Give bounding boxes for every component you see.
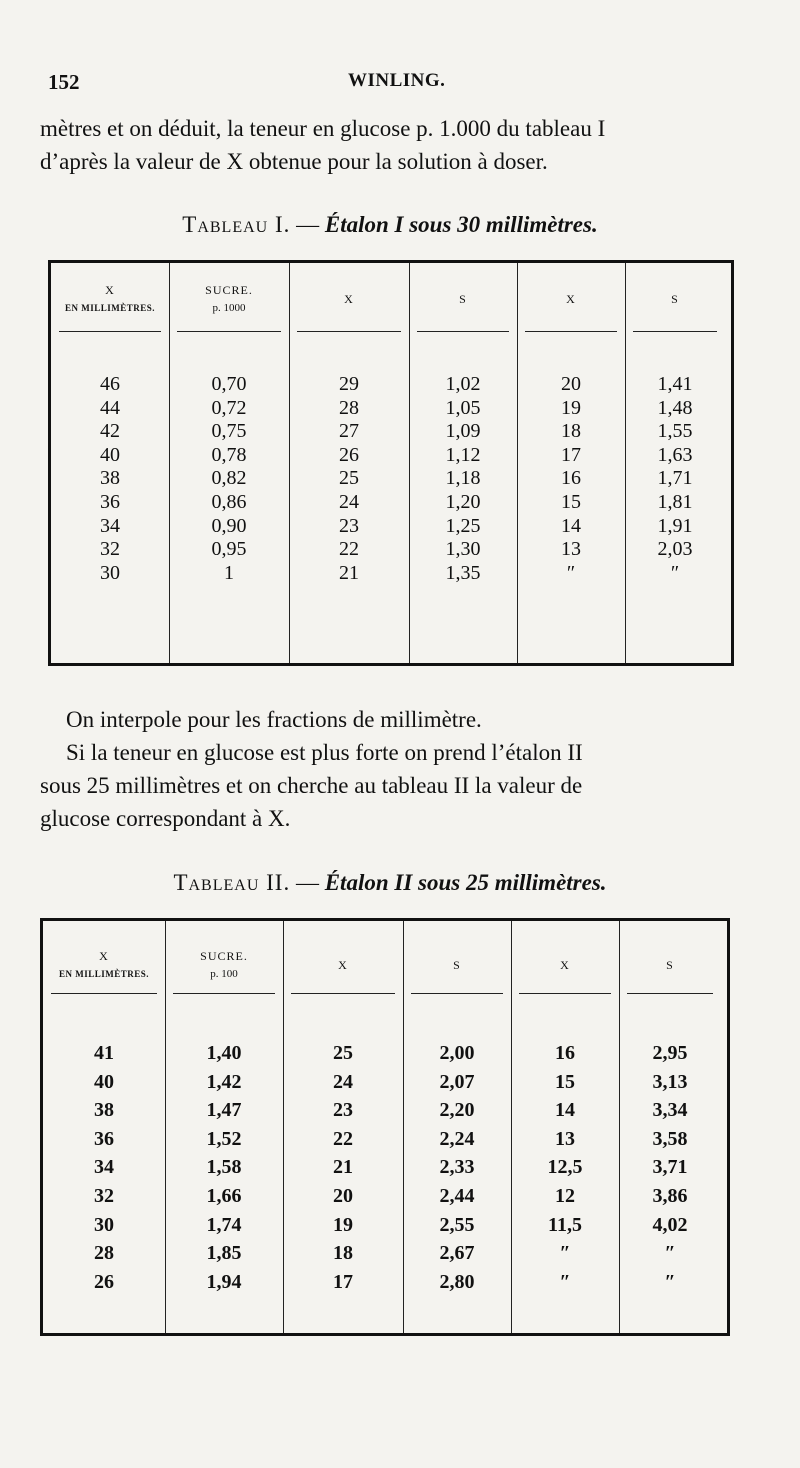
table1-values <box>517 373 625 585</box>
text-line: d’après la valeur de X obtenue pour la solution à doser. <box>40 149 548 174</box>
table2-title-separator: — <box>290 870 325 895</box>
table-cell: 1,09 <box>445 420 481 443</box>
table-cell: 13 <box>561 538 581 561</box>
table-cell: 13 <box>555 1127 575 1150</box>
table-cell: 0,75 <box>211 420 247 443</box>
table-cell: 24 <box>333 1070 353 1093</box>
table-cell: ″ <box>664 1242 676 1265</box>
text-line: Si la teneur en glucose est plus forte on prend l’étalon II <box>66 740 583 765</box>
table-cell: 19 <box>333 1213 353 1236</box>
table-cell: 14 <box>555 1099 575 1122</box>
table1-col-x2 <box>289 263 410 663</box>
text-line: glucose correspondant à X. <box>40 806 291 831</box>
table-cell: 32 <box>94 1184 114 1207</box>
table-cell: 42 <box>100 420 120 443</box>
table-cell: 1,47 <box>206 1099 242 1122</box>
table2-values <box>511 1039 619 1296</box>
table-cell: 27 <box>339 420 359 443</box>
table-cell: 22 <box>333 1127 353 1150</box>
text-line: On interpole pour les fractions de millimètre. <box>66 707 482 732</box>
table-cell: ″ <box>559 1242 571 1265</box>
text-line: mètres et on déduit, la teneur en glucose p. 1.000 du tableau I <box>40 116 606 141</box>
table-cell: 46 <box>100 373 120 395</box>
table2-values <box>403 1039 511 1296</box>
table-cell: 38 <box>94 1099 114 1122</box>
table-cell: 40 <box>100 443 120 466</box>
table2-col-s2 <box>403 921 512 1333</box>
table-cell: 11,5 <box>548 1213 582 1236</box>
page-number: 152 <box>48 70 80 94</box>
table2-col-sucre <box>165 921 284 1333</box>
table-cell: 1 <box>224 561 234 584</box>
column-header: S <box>671 292 679 306</box>
table-cell: 2,95 <box>652 1042 688 1064</box>
column-header: X <box>566 292 576 306</box>
header-rule <box>291 993 395 994</box>
table-cell: 20 <box>333 1184 353 1207</box>
table-cell: 3,86 <box>652 1184 688 1207</box>
table-cell: 1,20 <box>445 490 481 513</box>
table-cell: ″ <box>670 561 680 584</box>
table-cell: 15 <box>555 1070 575 1093</box>
table-cell: 17 <box>333 1270 353 1293</box>
column-header: X <box>338 958 348 972</box>
table-cell: ″ <box>664 1270 676 1293</box>
header-rule <box>59 331 161 332</box>
table-cell: 2,33 <box>439 1156 475 1179</box>
table-cell: 24 <box>339 490 359 513</box>
table-cell: 1,41 <box>657 373 693 395</box>
table-cell: 17 <box>561 443 581 466</box>
table-cell: 1,40 <box>206 1042 242 1064</box>
table-cell: 18 <box>333 1242 353 1265</box>
page-header <box>48 70 740 100</box>
table2-values <box>165 1039 283 1296</box>
table1-values <box>625 373 725 585</box>
table1-col-x-mm <box>51 263 170 663</box>
header-rule <box>177 331 281 332</box>
table-cell: 1,74 <box>206 1213 242 1236</box>
column-header: SUCRE. p. 1000 <box>205 283 253 314</box>
table-cell: 1,05 <box>445 396 481 419</box>
table-cell: 25 <box>333 1042 353 1064</box>
table-cell: 0,78 <box>211 443 247 466</box>
table-cell: 2,80 <box>439 1270 475 1293</box>
table-cell: 1,58 <box>206 1156 242 1179</box>
table-cell: 1,52 <box>206 1127 242 1150</box>
text-line: sous 25 millimètres et on cherche au tableau II la valeur de <box>40 773 583 798</box>
table-cell: 1,30 <box>445 538 481 561</box>
paragraph-intro <box>40 112 740 178</box>
header-rule <box>51 993 157 994</box>
header-rule <box>633 331 717 332</box>
table-cell: 0,70 <box>211 373 247 395</box>
table-cell: 32 <box>100 538 120 561</box>
table-cell: 12 <box>555 1184 575 1207</box>
table2-title-label: Tableau II. <box>173 870 291 895</box>
table-cell: 0,90 <box>211 514 247 537</box>
table-cell: 12,5 <box>547 1156 583 1179</box>
paragraph-interpolation <box>40 703 740 835</box>
table-cell: 4,02 <box>652 1213 688 1236</box>
column-header: X EN MILLIMÈTRES. <box>64 283 156 313</box>
table1-values <box>169 373 289 585</box>
table-cell: 2,00 <box>439 1042 475 1064</box>
column-header: X EN MILLIMÈTRES. <box>58 949 150 979</box>
header-rule <box>297 331 401 332</box>
header-rule <box>627 993 713 994</box>
table-cell: 1,02 <box>445 373 481 395</box>
table-cell: 3,71 <box>652 1156 688 1179</box>
table1-col-sucre <box>169 263 290 663</box>
table-cell: 2,03 <box>657 538 693 561</box>
table2-col-s3 <box>619 921 721 1333</box>
table-cell: 23 <box>339 514 359 537</box>
table-cell: 1,81 <box>657 490 693 513</box>
table-cell: 3,13 <box>652 1070 688 1093</box>
table-cell: 28 <box>339 396 359 419</box>
column-header: X <box>344 292 354 306</box>
column-header: S <box>666 958 674 972</box>
table1-values <box>289 373 409 585</box>
header-rule <box>519 993 611 994</box>
table-cell: 22 <box>339 538 359 561</box>
table1-col-x3 <box>517 263 626 663</box>
table-cell: 3,34 <box>652 1099 688 1122</box>
table-cell: 2,67 <box>439 1242 475 1265</box>
table1-values <box>51 373 169 585</box>
table-cell: 36 <box>94 1127 114 1150</box>
table-cell: 2,20 <box>439 1099 475 1122</box>
table-cell: 14 <box>561 514 581 537</box>
table-cell: 16 <box>561 467 581 490</box>
table-cell: 3,58 <box>652 1127 688 1150</box>
table-cell: 1,35 <box>445 561 481 584</box>
table-cell: 2,44 <box>439 1184 475 1207</box>
table-cell: 40 <box>94 1070 114 1093</box>
table-cell: 1,66 <box>206 1184 242 1207</box>
table2-col-x-mm <box>43 921 166 1333</box>
table-cell: 34 <box>100 514 120 537</box>
table-cell: 0,86 <box>211 490 247 513</box>
header-rule <box>525 331 617 332</box>
table-cell: 34 <box>94 1156 114 1179</box>
table-cell: 15 <box>561 490 581 513</box>
column-header: X <box>560 958 570 972</box>
table-cell: 23 <box>333 1099 353 1122</box>
table2-title <box>0 870 790 896</box>
table-cell: 1,12 <box>445 443 481 466</box>
table2-col-x3 <box>511 921 620 1333</box>
column-header: S <box>453 958 461 972</box>
table-cell: 1,63 <box>657 443 693 466</box>
table-cell: 28 <box>94 1242 114 1265</box>
table-cell: 21 <box>333 1156 353 1179</box>
table-cell: 1,91 <box>657 514 693 537</box>
header-rule <box>417 331 509 332</box>
table2-col-x2 <box>283 921 404 1333</box>
table-cell: 0,95 <box>211 538 247 561</box>
table-cell: 26 <box>94 1270 114 1293</box>
table-cell: 16 <box>555 1042 575 1064</box>
running-head: WINLING. <box>348 70 446 91</box>
table-cell: 38 <box>100 467 120 490</box>
table-cell: 29 <box>339 373 359 395</box>
table1 <box>48 260 734 666</box>
table-cell: 44 <box>100 396 120 419</box>
table1-col-s3 <box>625 263 725 663</box>
table-cell: 1,71 <box>657 467 693 490</box>
table-cell: 1,42 <box>206 1070 242 1093</box>
table-cell: 1,25 <box>445 514 481 537</box>
table-cell: 25 <box>339 467 359 490</box>
table-cell: 36 <box>100 490 120 513</box>
table1-title-label: Tableau I. <box>182 212 291 237</box>
table-cell: 1,48 <box>657 396 693 419</box>
table-cell: 26 <box>339 443 359 466</box>
header-rule <box>411 993 503 994</box>
table1-title-caption: Étalon I sous 30 millimètres. <box>324 212 598 237</box>
table-cell: 2,24 <box>439 1127 475 1150</box>
table-cell: 2,55 <box>439 1213 475 1236</box>
column-header: S <box>459 292 467 306</box>
table1-title-separator: — <box>290 212 325 237</box>
table-cell: 2,07 <box>439 1070 475 1093</box>
table-cell: 19 <box>561 396 581 419</box>
table-cell: 30 <box>94 1213 114 1236</box>
table1-title <box>0 212 790 238</box>
table-cell: ″ <box>559 1270 571 1293</box>
table-cell: 0,72 <box>211 396 247 419</box>
table1-col-s2 <box>409 263 518 663</box>
table-cell: 1,18 <box>445 467 481 490</box>
table2-values <box>43 1039 165 1296</box>
table2-values <box>283 1039 403 1296</box>
table2-values <box>619 1039 721 1296</box>
table-cell: 1,94 <box>206 1270 242 1293</box>
table-cell: 0,82 <box>211 467 247 490</box>
table1-values <box>409 373 517 585</box>
table-cell: 18 <box>561 420 581 443</box>
table-cell: ″ <box>566 561 576 584</box>
column-header: SUCRE. p. 100 <box>200 949 248 980</box>
table2-title-caption: Étalon II sous 25 millimètres. <box>324 870 607 895</box>
table-cell: 41 <box>94 1042 114 1064</box>
table2 <box>40 918 730 1336</box>
table-cell: 21 <box>339 561 359 584</box>
header-rule <box>173 993 275 994</box>
table-cell: 1,85 <box>206 1242 242 1265</box>
table-cell: 30 <box>100 561 120 584</box>
table-cell: 20 <box>561 373 581 395</box>
table-cell: 1,55 <box>657 420 693 443</box>
